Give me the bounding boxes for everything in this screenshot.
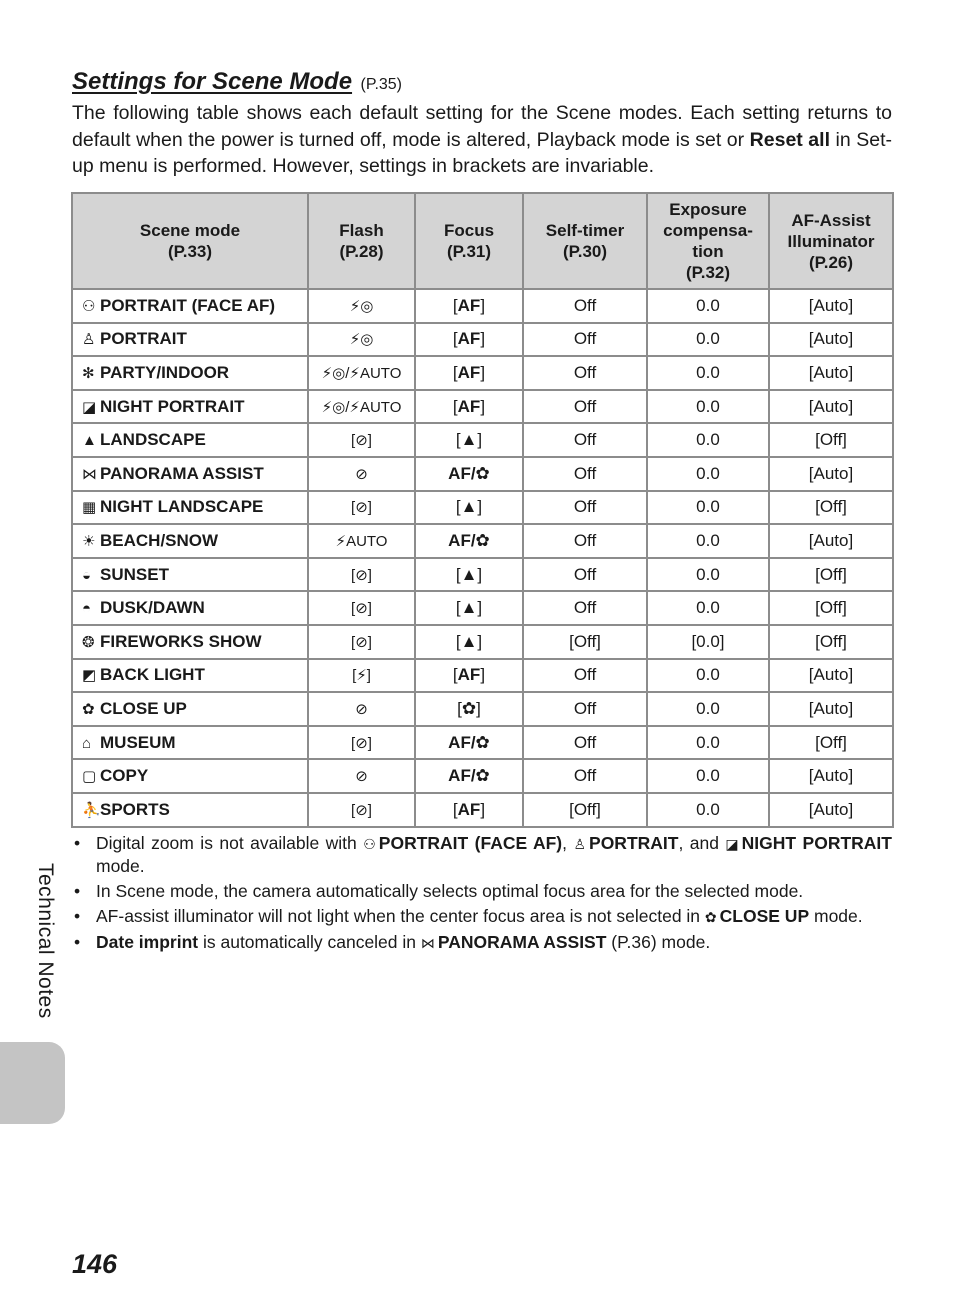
self-timer-cell: Off (523, 524, 647, 558)
table-row (72, 558, 893, 592)
exposure-cell: 0.0 (647, 356, 769, 390)
note-item (72, 880, 892, 902)
scene-mode-name: CLOSE UP (100, 698, 187, 718)
focus-bracket-close: ] (477, 497, 483, 517)
bullet: • (74, 906, 81, 926)
focus-cell (415, 289, 523, 323)
scene-mode-name: PORTRAIT (FACE AF) (100, 295, 276, 315)
intro-text-2: in Set-up menu is performed. However, settings in brackets are invariable. (72, 128, 892, 177)
scene-mode-cell (72, 625, 308, 659)
focus-value: ▲ (460, 631, 478, 651)
af-assist-cell: [Auto] (769, 356, 893, 390)
focus-cell (415, 558, 523, 592)
self-timer-cell: Off (523, 591, 647, 625)
focus-bracket-open: [ (455, 598, 461, 618)
focus-cell (415, 726, 523, 760)
note-bold: PANORAMA ASSIST (437, 932, 607, 952)
flash-mode-icon: [⊘] (351, 432, 372, 450)
flash-mode-icon: ⚡◎/⚡AUTO (321, 364, 402, 382)
flash-mode-icon: [⊘] (351, 734, 372, 752)
table-row (72, 625, 893, 659)
flash-mode-icon: [⚡] (352, 667, 371, 685)
flash-cell (308, 289, 415, 323)
focus-value: AF/✿ (448, 530, 490, 550)
focus-bracket-close: ] (480, 329, 486, 349)
focus-cell (415, 591, 523, 625)
exposure-cell: 0.0 (647, 524, 769, 558)
focus-bracket-close: ] (477, 598, 483, 618)
table-row (72, 356, 893, 390)
focus-cell (415, 491, 523, 525)
focus-bracket-open: [ (452, 665, 458, 685)
flash-cell (308, 457, 415, 491)
close-up-icon: ✿ (82, 700, 95, 718)
flash-mode-icon: ⚡◎ (349, 331, 374, 349)
focus-bracket-close: ] (480, 295, 486, 315)
flash-cell (308, 558, 415, 592)
note-item (72, 905, 892, 928)
self-timer-cell: Off (523, 390, 647, 424)
scene-mode-cell (72, 659, 308, 693)
note-text: mode. (814, 906, 863, 926)
scene-mode-name: BACK LIGHT (100, 665, 205, 685)
scene-mode-cell (72, 524, 308, 558)
focus-bracket-close: ] (476, 698, 481, 718)
flash-mode-icon: ⊘ (355, 700, 368, 718)
scene-mode-name: COPY (100, 766, 149, 786)
side-section-label: Technical Notes (34, 863, 57, 1019)
table-row (72, 491, 893, 525)
exposure-cell: [0.0] (647, 625, 769, 659)
flash-cell (308, 726, 415, 760)
focus-bracket-close: ] (480, 362, 486, 382)
focus-value: AF (457, 329, 481, 349)
exposure-cell: 0.0 (647, 289, 769, 323)
flash-cell (308, 759, 415, 793)
note-text: AF-assist illuminator will not light when the center focus area is not selected in (96, 906, 701, 926)
note-text: , and (678, 833, 719, 853)
focus-value: AF/✿ (448, 766, 490, 786)
flash-mode-icon: ⚡◎/⚡AUTO (321, 398, 402, 416)
exposure-cell: 0.0 (647, 457, 769, 491)
focus-value: ▲ (460, 564, 478, 584)
af-assist-cell: [Off] (769, 491, 893, 525)
focus-value: AF/✿ (448, 463, 490, 483)
focus-value: ▲ (460, 598, 478, 618)
scene-mode-name: NIGHT PORTRAIT (100, 396, 245, 416)
note-bold: NIGHT PORTRAIT (741, 833, 892, 853)
table-header-cell: Exposure compensa-tion (P.32) (647, 193, 769, 289)
table-row (72, 591, 893, 625)
self-timer-cell: Off (523, 423, 647, 457)
notes-list (72, 832, 892, 957)
af-assist-cell: [Auto] (769, 457, 893, 491)
note-item (72, 931, 892, 954)
scene-mode-name: DUSK/DAWN (100, 598, 205, 618)
beach-snow-icon: ☀ (82, 532, 96, 550)
note-bold: PORTRAIT (589, 833, 679, 853)
copy-icon: ▢ (82, 768, 97, 786)
self-timer-cell: Off (523, 659, 647, 693)
focus-bracket-open: [ (452, 396, 458, 416)
flash-cell (308, 491, 415, 525)
focus-value: AF (457, 799, 481, 819)
flash-cell (308, 625, 415, 659)
focus-cell (415, 793, 523, 827)
scene-mode-name: NIGHT LANDSCAPE (100, 497, 264, 517)
landscape-icon: ▲ (82, 432, 97, 450)
focus-bracket-open: [ (452, 329, 458, 349)
focus-value: AF (457, 665, 481, 685)
focus-value: ✿ (461, 698, 477, 718)
self-timer-cell: Off (523, 726, 647, 760)
self-timer-cell: Off (523, 289, 647, 323)
focus-value: AF (457, 396, 481, 416)
exposure-cell: 0.0 (647, 390, 769, 424)
scene-mode-cell (72, 323, 308, 357)
scene-mode-name: SPORTS (100, 799, 170, 819)
table-row (72, 323, 893, 357)
self-timer-cell: Off (523, 356, 647, 390)
scene-mode-name: FIREWORKS SHOW (100, 631, 262, 651)
flash-mode-icon: ⊘ (355, 768, 368, 786)
af-assist-cell: [Auto] (769, 289, 893, 323)
sports-icon: ⛹ (82, 801, 101, 819)
panorama-assist-icon: ⋈ (420, 935, 435, 951)
night-landscape-icon: ▦ (82, 499, 97, 517)
table-header-row (72, 193, 893, 289)
scene-mode-name: PARTY/INDOOR (100, 362, 230, 382)
self-timer-cell: Off (523, 692, 647, 726)
flash-cell (308, 659, 415, 693)
side-thumb-tab (0, 1042, 65, 1124)
self-timer-cell: Off (523, 491, 647, 525)
focus-cell (415, 692, 523, 726)
table-row (72, 793, 893, 827)
scene-mode-cell (72, 423, 308, 457)
exposure-cell: 0.0 (647, 591, 769, 625)
table-body (72, 289, 893, 827)
dusk-dawn-icon: ◓ (82, 600, 92, 618)
focus-bracket-close: ] (477, 564, 483, 584)
portrait-icon: ♙ (573, 836, 587, 852)
bullet: • (74, 833, 81, 853)
exposure-cell: 0.0 (647, 659, 769, 693)
focus-bracket-open: [ (455, 631, 461, 651)
flash-cell (308, 356, 415, 390)
table-row (72, 726, 893, 760)
flash-mode-icon: [⊘] (351, 801, 372, 819)
table-row (72, 524, 893, 558)
party-indoor-icon: ✻ (82, 364, 95, 382)
self-timer-cell: Off (523, 558, 647, 592)
focus-value: ▲ (460, 497, 478, 517)
focus-cell (415, 356, 523, 390)
focus-bracket-open: [ (452, 295, 458, 315)
flash-mode-icon: [⊘] (351, 633, 372, 651)
table-header-cell: Self-timer (P.30) (523, 193, 647, 289)
intro-reset-all: Reset all (749, 128, 830, 151)
exposure-cell: 0.0 (647, 323, 769, 357)
note-bold: CLOSE UP (719, 906, 810, 926)
af-assist-cell: [Auto] (769, 759, 893, 793)
section-page-ref: (P.35) (360, 76, 403, 93)
exposure-cell: 0.0 (647, 759, 769, 793)
table-row (72, 759, 893, 793)
note-item (72, 832, 892, 877)
page-number: 146 (72, 1249, 118, 1279)
exposure-cell: 0.0 (647, 491, 769, 525)
intro-paragraph (72, 100, 892, 180)
table-header-cell: AF-Assist Illuminator (P.26) (769, 193, 893, 289)
af-assist-cell: [Auto] (769, 659, 893, 693)
focus-bracket-close: ] (480, 799, 486, 819)
night-portrait-icon: ◪ (82, 398, 97, 416)
night-portrait-icon: ◪ (725, 836, 739, 852)
flash-mode-icon: ⚡AUTO (335, 532, 388, 550)
af-assist-cell: [Off] (769, 726, 893, 760)
focus-bracket-open: [ (452, 362, 458, 382)
section-title: Settings for Scene Mode (72, 68, 353, 95)
museum-icon: ⌂ (82, 734, 92, 752)
focus-value: ▲ (460, 430, 478, 450)
exposure-cell: 0.0 (647, 423, 769, 457)
flash-mode-icon: [⊘] (351, 566, 372, 584)
self-timer-cell: Off (523, 759, 647, 793)
scene-mode-cell (72, 591, 308, 625)
flash-cell (308, 390, 415, 424)
scene-mode-cell (72, 356, 308, 390)
scene-mode-name: LANDSCAPE (100, 430, 206, 450)
focus-cell (415, 457, 523, 491)
scene-mode-cell (72, 558, 308, 592)
scene-mode-name: BEACH/SNOW (100, 530, 219, 550)
section-heading (72, 68, 402, 96)
scene-mode-name: MUSEUM (100, 732, 176, 752)
focus-cell (415, 759, 523, 793)
panorama-assist-icon: ⋈ (82, 465, 97, 483)
focus-value: AF/✿ (448, 732, 490, 752)
table-row (72, 289, 893, 323)
portrait-face-af-icon: ⚇ (363, 836, 376, 852)
scene-settings-table (71, 192, 894, 828)
table-row (72, 692, 893, 726)
focus-cell (415, 625, 523, 659)
flash-mode-icon: ⚡◎ (349, 297, 374, 315)
focus-bracket-close: ] (480, 396, 486, 416)
table-row (72, 457, 893, 491)
scene-mode-cell (72, 491, 308, 525)
fireworks-show-icon: ❂ (82, 633, 95, 651)
self-timer-cell: [Off] (523, 793, 647, 827)
portrait-face-af-icon: ⚇ (82, 297, 96, 315)
af-assist-cell: [Off] (769, 423, 893, 457)
bullet: • (74, 932, 81, 952)
af-assist-cell: [Auto] (769, 692, 893, 726)
exposure-cell: 0.0 (647, 692, 769, 726)
flash-mode-icon: ⊘ (355, 465, 368, 483)
focus-bracket-close: ] (480, 665, 486, 685)
note-text: In Scene mode, the camera automatically selects optimal focus area for the selected mode. (96, 881, 804, 901)
flash-cell (308, 323, 415, 357)
table-header-cell: Focus (P.31) (415, 193, 523, 289)
focus-cell (415, 524, 523, 558)
focus-cell (415, 323, 523, 357)
focus-bracket-open: [ (455, 430, 461, 450)
table-header-cell: Scene mode (P.33) (72, 193, 308, 289)
scene-mode-cell (72, 289, 308, 323)
focus-bracket-open: [ (455, 497, 461, 517)
scene-mode-name: PORTRAIT (100, 329, 187, 349)
table-row (72, 659, 893, 693)
focus-bracket-open: [ (452, 799, 458, 819)
af-assist-cell: [Off] (769, 625, 893, 659)
self-timer-cell: [Off] (523, 625, 647, 659)
af-assist-cell: [Auto] (769, 793, 893, 827)
af-assist-cell: [Off] (769, 558, 893, 592)
flash-cell (308, 591, 415, 625)
focus-cell (415, 390, 523, 424)
intro-text-1: The following table shows each default setting for the Scene modes. Each setting returns to default when the power is turned off, mode is altered, Playback mode is set or (72, 102, 892, 151)
scene-mode-cell (72, 726, 308, 760)
flash-mode-icon: [⊘] (351, 499, 372, 517)
sunset-icon: ◒ (82, 566, 92, 584)
scene-mode-cell (72, 759, 308, 793)
af-assist-cell: [Auto] (769, 524, 893, 558)
scene-mode-cell (72, 793, 308, 827)
table-header-cell: Flash (P.28) (308, 193, 415, 289)
flash-cell (308, 524, 415, 558)
af-assist-cell: [Off] (769, 591, 893, 625)
focus-value: AF (457, 362, 481, 382)
note-bold: PORTRAIT (FACE AF) (378, 833, 563, 853)
note-bold: Date imprint (96, 932, 199, 952)
flash-cell (308, 692, 415, 726)
back-light-icon: ◩ (82, 667, 97, 685)
close-up-icon: ✿ (704, 909, 717, 925)
portrait-icon: ♙ (82, 331, 96, 349)
flash-mode-icon: [⊘] (351, 600, 372, 618)
exposure-cell: 0.0 (647, 726, 769, 760)
note-text: mode. (96, 856, 145, 876)
note-text: is automatically canceled in (202, 932, 417, 952)
self-timer-cell: Off (523, 457, 647, 491)
scene-mode-cell (72, 692, 308, 726)
note-text: Digital zoom is not available with (96, 833, 357, 853)
bullet: • (74, 881, 81, 901)
exposure-cell: 0.0 (647, 558, 769, 592)
focus-cell (415, 423, 523, 457)
table-row (72, 423, 893, 457)
scene-mode-name: SUNSET (100, 564, 169, 584)
focus-bracket-open: [ (457, 698, 462, 718)
self-timer-cell: Off (523, 323, 647, 357)
scene-mode-cell (72, 390, 308, 424)
scene-mode-name: PANORAMA ASSIST (100, 463, 264, 483)
af-assist-cell: [Auto] (769, 323, 893, 357)
focus-bracket-close: ] (477, 430, 483, 450)
flash-cell (308, 423, 415, 457)
table-row (72, 390, 893, 424)
focus-bracket-close: ] (477, 631, 483, 651)
af-assist-cell: [Auto] (769, 390, 893, 424)
scene-mode-cell (72, 457, 308, 491)
focus-value: AF (457, 295, 481, 315)
flash-cell (308, 793, 415, 827)
note-text: (P.36) mode. (611, 932, 711, 952)
focus-cell (415, 659, 523, 693)
exposure-cell: 0.0 (647, 793, 769, 827)
focus-bracket-open: [ (455, 564, 461, 584)
note-text: , (562, 833, 567, 853)
